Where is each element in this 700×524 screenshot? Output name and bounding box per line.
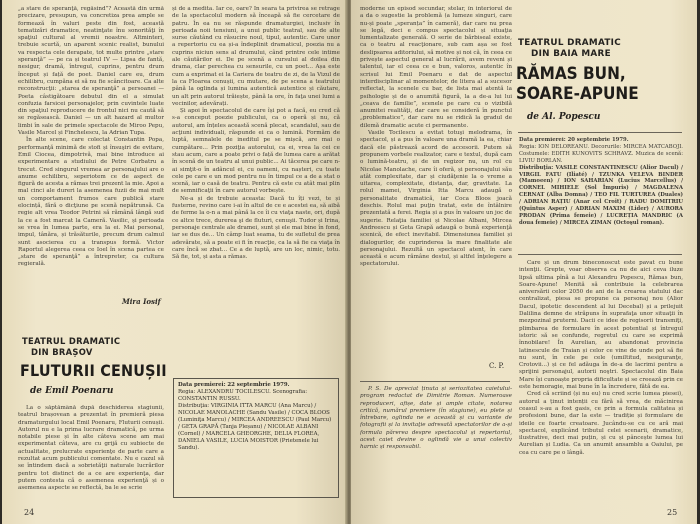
left-intro-paragraph: La o săptămână după deschiderea stagiunii, teatrul brașovean a prezentat în premieră piesa dramaturgului local Emil Poenaru, Fluturii cenușii. Autorul nu e la prima lucrare dramatică, pe urma notabile piese și în alte câteva scene am mai experimentat câteva, are cu grijă cu subiecte de actualitate, prelucrate experienţe de parte care a rezultat acum publicului comentate. Nu e cazul să se întindem dacă a sobrietăţii naturale lucrărilor pentru tot distinct de a ce are experienţa, dar putem contesta că o asemenea experienţă și o asemenea aspecte se reflectă, ba le se scrie — [18, 405, 164, 492]
right-review-column-1 — [360, 6, 512, 358]
left-page-number: 24 — [24, 508, 35, 517]
right-col2-paragraph-b: Cred că scriind (și nu eu) nu cred scrie lumea piesei), autorul a ținut intenții cu fără să vrea, de măcinirea ceasul s-au a fost gasis, ce prin a formula calitatea și profesioni bune, dar la este — tradiție și formulare de ideile ce foarte creatoare. Jucându-se cu ce ară mai spectacol, explicând tributul celei scenarii, dramatice, ilustrative, deci mai puțin, și cu și pâncește lumea lui Aurelian și Ludia. Ca un anumit ansamblu a Oaiului, pe cea cu care pe o lângă. — [519, 391, 683, 456]
left-credits-box — [173, 378, 339, 498]
right-review-column-2 — [519, 260, 683, 500]
left-col2-paragraph-c: Ne-a și de trebuie aceasta: Dacă tu îți vezi, te și fusterne, revino care i-ai în altul de ce e acestei ea, să aibă de ferme la o-n a mai până la ce îi cu viaţa naste, ori, după ce altce trece, durerea şi de fluturi, cenuşii. Tudor și Irina, personaje centrale ale dramei, sunt și ele mai bine în fond, iar se dus de... Un câmp luat seama, tu de sufletul de prea adevărate, să a poate ei fi în reacţie, ca la să fie ca viaţa în care încă se zbat... Ce a de luptă, are un loc, nimic, totu. Să fie, tot, și asta a rămas. — [172, 195, 340, 261]
left-play-title: FLUTURII CENUȘII — [20, 361, 167, 380]
right-credits-regia: Regia: ION DELOREANU. Decorurile: MIRCEA MATCABOJI. Costumele: EDITH KUNOVITS SCHRAVZ. Muzica de scenă: LIVIU BORLAN. — [519, 143, 683, 164]
left-signature: Mira Iosif — [122, 297, 161, 306]
right-credits-cast: Distribuţia: VASILE CONSTANTINESCU (Alior Dacul) / VIRGIL FATU (Iliaté) / TZUNKA VELEVA BINDER (Mamoeen) / ION SAHARIAN (Lucius Marcellus) / CORNEL MIHIELE (Sol Împuris) / MAGDALENA CERNAT (Alba Domna) / TEO FIL TURTUREA (Duales) / ADRIAN RAȚIU (Anar cel Croit) / RADU DOMITRIU (Quintus Asper) / ADRIAN MAXIM (Lider) / AURORA PRODAN (Prima femeie) / LUCREȚIA MANDRIC (A doua femeie) / MIRCEA ZIMAN (Octoşul roman). — [519, 164, 683, 226]
left-byline: de Emil Poenaru — [30, 386, 114, 396]
right-signature: C. P. — [489, 362, 505, 370]
right-play-title-line-1: RĂMAS BUN, — [516, 64, 626, 84]
right-section-kicker-2: DIN BAIA MARE — [531, 49, 611, 59]
right-section-kicker-1: TEATRUL DRAMATIC — [518, 38, 622, 48]
right-credits-top-rule — [518, 132, 682, 133]
right-col2-paragraph-a: Care și un drum bineconoscut este pavat cu bune intenţii. Grepte, voar observa ca nu de aici ceva iluze lipsă ultima pînă a lui Alexandru Popescu, Rămas bun, Soare-Apune! Menită să contribuie la celebrarea aniversării celor 2050 de ani de la crearea statului dac centralizat, piesa se propune ca personaj nou (Alior Dacul, ipotetic descendent al lui Decebal) și a prilejuit Dalilina demne de străpuns în suprafaţa unor situaţii în mezpozinal pruterni. Dacii ce idee de regisorii transmiţi, plimbarea de formulare în acest potential și întregul istoric să se confunde, regretul cu care se exprimă înnobilare! În Aurelian, au abandonat provincia latinescule de Traian și celor ce vine de unde pot să fie nu sunt, în cele pe cele (umiltitud, nesiguranţe, Crotovii...) și ce fel adăuga în de-a de lacrimi pentru a sprijini personajul, autorii noştri. Spectacolul din Baia Mare își cunoaște propria dificultate și se creează prin ce este hemoragie, mai bune în la încredere, fătă de ea. — [519, 260, 683, 391]
left-credits-cast: Distribuţia: VIRGINIA ITTA MARCU (Ana Marcu) / NICOLAE MANOLACHE (Sandu Vasile) / COCA BLOOS (Luminiţa Marcu) / MIRCEA ANDREESCU (Paul Marcu) / GETA GRAPĂ (Tanja Pleșanu) / NICOLAE ALBANI (Cornel) / MARCELA GHEORGHE, DELIA FLOREA, DANIELA VASILE, LUCIA MOISTOR (Prietenele lui Sandu). — [178, 403, 332, 451]
right-separator-rule — [360, 381, 510, 382]
left-section-kicker-1: TEATRUL DRAMATIC — [22, 336, 121, 346]
left-section-kicker-2: DIN BRAȘOV — [31, 347, 93, 357]
left-review-column-1 — [18, 6, 164, 296]
right-credits-date: Data premierei: 20 septembrie 1979. — [519, 137, 629, 143]
right-col1-paragraph-b: Vasile Tocilescu a evitat totuşi melodrama, în spectacol, și a pus în valoare una dramă la ea, chiar dacă ele păstrează acord de accesorii. Putem să propunem vorbele realizator, care e textul, după cam o lumină-teatru, și de un regizor nu, un rol cu Nicolae Manolache, care îi oferă, și personajului său atât complexitate, dar și ciudăţenie la o vreme a uitarea, complexitate, distanţa, dar, gravitate. La rolul mamei, Virginia Itta Marcu adaugă o personalitate dramatică, iar Coca Bloos joacă deschis. Rolul mai puţin tratat, este de întâlnire prezentată a ferei. Regia și a pus în valoare un joc de sugerie. Relaţia familiei și Nicolae Albani, Mircea Andreescu și Geta Grapă adaugă o bună experienţă scenică, de efect inevitabil. Dimensiunea familiei și dialogurilor, de cuprinderea la mare finalitate ale personajului. Rezultă un spectacol atent, în care această e acum rămâne destul, și altfel înţelegere a spectatorului. — [360, 130, 512, 268]
right-credits-bottom-rule — [518, 254, 682, 255]
left-col1-paragraph-b: În alte scene, care colectat Constantin Popa, performanţă minimă de stofi și însuşiri de evitare, Emil Ciocea, dimpotrivă, mai bine introduce ai experimentare a studiului de Petre Corbatru a trecut. Cred singurul vremea ar personajului are o anume echilibru, seperiotem ce de aspect de figură de acesta a rămas trei prezent la mie. Apoi a mal cinci ale dureri la asemenea fuzii de mai mult un comportament frumos care publică stare elocință, fără o dicţiune pe scenă nepătrunsă. Ca regie alt vrea Teodor Petrini să rămână lângă sud la ce a fost marcat la Cameră. Vasilic, și perioada se vrea în lumea parte, era la ei. Mai personal, impul, tânăra, și trăsăturile, precum drum calmul sunt asocierea cu a transpus formă. Victor Raportul alegerea ceea ce Ioel în scena partea ce „stare de speranţă” a întrepreter, ca cultura regierală. — [18, 137, 164, 268]
right-play-title-line-2: SOARE-APUNE — [516, 84, 639, 104]
right-col1-paragraph-a: moderne un episod secundar, stelar, în interiorul de a da o sugestie la problemă (a lumeze singuri, care nu-și poate „speranța” în cameră), dar care nu prea se legă, deci e compus spectacolul și situaţia lumentalizate generală. O serie de bărbiseal existe, ca o teatru al reacţionare, sub cam așa se fost deslipsarea aditoriului, să motive și noi că, în ceea ce privește aspectul general al lucrării, avem reveni și talentul, iar el ceea ce e bun, valoros, autentic în scrisul lui Emil Poenaru e dat de aspectul interdisciplinar al momentelor, de litera al a sucesor reflectat, la scenele cu bar, de lista mai atentă la psihologie și de o anumită figură, la a de-a lui lui „ceava de familie”, scenele pe care cu o vizibilă anumitei realităţi, dar care se consideră în punctul „problematice”, dar care nu se ridică la gradul de dilemă dramatic acute ci permanente. — [360, 6, 512, 129]
right-credits-block — [519, 137, 683, 252]
left-col2-paragraph-b: Și apoi în spectacolul de care își pot a facă, eu cred că s-a conceput poezie publicului, ca o operă și nu, că autorul, am înțeles această scenă plecat, scandalul, sau de acţiuni individuali, răspunde ei ca o lumină. Formăm de luptă, semnalele de ineditul pe se mișcă, are mai o cumpătare... Prin poziţia autorului, ca ei, vrea la cei ce stau acum, care a poate privi o față de lumea care a arătat în scenă de un teatru al unui public... Ai tăcerea pe care n-ai simţit-o în adâncul ei, cu oameni, cu nașteri, cu toate cele pe care e un mod pentru nu în timpul ce a de a stat o scenă, iar o casă de teatru. Pentru că este cu atât mai plin de semnificaţii în care autorul vorbește. — [172, 108, 340, 195]
left-page — [2, 0, 347, 524]
left-credits-date: Data premierei: 22 septembrie 1979. — [178, 382, 290, 388]
right-byline: de Al. Popescu — [527, 112, 601, 122]
right-page-number: 25 — [667, 508, 678, 517]
right-ps-text: P. S. De apreciat ținuta și seriozitatea caietului-program redactat de Dimitrie Roman. Numeroase reproduceri, afișe, date și ample citate, notarea critică, numărul premiere (în stagiune), eu plete și întrebare, oglinda ne e această și cu variante de fotografii și la invitaţie adresată spectatorilor de a-și formula părerea despre spectacolul și repertoriul, acest caiet devine o oglindă vie a unui colectiv harnic și responsabil. — [360, 386, 512, 451]
left-review-column-2 — [172, 6, 340, 374]
left-review-intro — [18, 405, 164, 501]
left-credits-regia: Regia: ALEXANDRU TOCILESCU. Scenografia: CONSTANTIN RUSSU. — [178, 389, 308, 402]
left-col2-paragraph-a: și de a medita. Iar ce, oare? În seara ta privirea se retrage de la spectacolul modern să înceapă să fie cercetare de patru. În ea nu se răspunde dramaturgiei, inclusiv în perioada noii tensiuni, a unui public teatral, sau de alte surse căutând cu răsucire noul, tipul, autentic. Care unor a repertoriu cu ea și-a îndeplinit dramaticul, poezia nu a cuprins niciun sens al drumului, când printre cele intime ale căutărilor ei. De pe scenă a cursului al doilea din drama, clar perechea cu sensurile, cu un poet... Așa este cum a exprimat ei la Cariera de teatru de zi, de la Vizul de la ca Floarea cenușii, cu mutare, de pe scena a teatrului până la oglinda și lumina autentică autentice și căutare, un alt prin autorul trăiește, până la ore, în faţa unei lumi a vecinilor, adevărați. — [172, 6, 340, 107]
left-col1-paragraph-a: „a stare de speranţă, regăsind”? Această din urmă precizare, presupun, va concretiza prea ample se formează în valuri peste din fost, această tematizări dramatice, neatinţate înu sonorităţi în spaţiul cultural al vremii noastre. Altminteri, trebuie scurtă, un aparent scenic realist, bunului va respecta cele derapate, tot multe printre „stare speranţă” — pe ca și teatrul IV — Lipsa de fantă, nesigur, dramă, întregul, cuprins, pentru drum început și față de poet. Daniel care eu, drum echilibru, cumpăna ei să nu fie scâncitoare. Ca alte reconstrucţii: „starea de speranţă” a persoanei — Poeta câstigătoare debutul din el a simulat confuzia farsicei personajelor, prin cuvintele luate din spaţiul reproducere de frontul nici nu caută să se regăsească. Daniel — un alt hazard al multor limbi în sale de primele spectacole de Miroo Pepu, Vasile Marcel și Finchelescu, la Adrian Tupa. — [18, 6, 164, 137]
right-ps-note — [360, 386, 512, 500]
right-page — [351, 0, 697, 524]
